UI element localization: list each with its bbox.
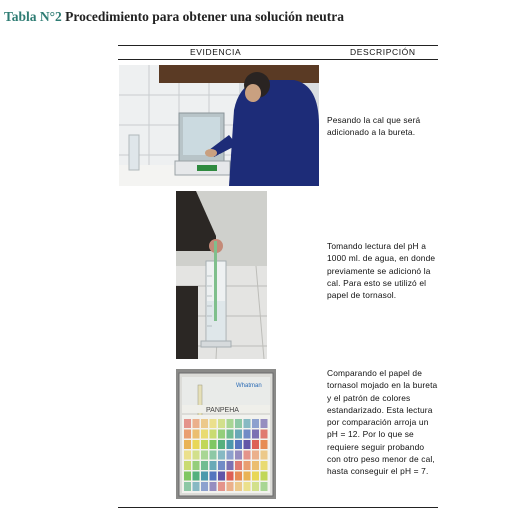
color-swatch (235, 419, 242, 428)
color-swatch (201, 461, 208, 470)
color-swatch (252, 419, 259, 428)
color-swatch (184, 430, 191, 439)
color-swatch (252, 440, 259, 449)
color-swatch (193, 419, 200, 428)
color-swatch (201, 419, 208, 428)
color-swatch (193, 482, 200, 491)
color-swatch (244, 472, 251, 481)
color-swatch (261, 482, 268, 491)
color-swatch (184, 461, 191, 470)
color-swatch (261, 440, 268, 449)
description-row-1: Pesando la cal que será adicionado a la bureta. (327, 115, 421, 138)
photo-ph-color-chart (176, 369, 276, 499)
color-swatch (244, 482, 251, 491)
color-swatch (201, 472, 208, 481)
color-swatch (244, 451, 251, 460)
header-description: DESCRIPCIÓN (350, 47, 416, 57)
color-swatch (227, 451, 234, 460)
color-swatch (210, 430, 217, 439)
color-swatch (193, 461, 200, 470)
chart-brand-label: Whatman (236, 383, 262, 389)
header-evidence: EVIDENCIA (190, 47, 242, 57)
color-swatch (193, 430, 200, 439)
color-swatch (252, 430, 259, 439)
color-swatch (184, 482, 191, 491)
photo-measuring-ph (176, 191, 267, 359)
color-swatch (244, 461, 251, 470)
color-swatch (210, 482, 217, 491)
color-swatch (201, 430, 208, 439)
photo-weighing-lime (119, 65, 319, 186)
color-swatch (193, 440, 200, 449)
color-swatch (235, 461, 242, 470)
color-swatch (218, 472, 225, 481)
color-swatch (210, 440, 217, 449)
color-swatch (252, 451, 259, 460)
color-swatch (210, 472, 217, 481)
chart-strip-label: PANPEHA (206, 407, 239, 414)
color-swatch (210, 419, 217, 428)
color-swatch (210, 451, 217, 460)
color-swatch (218, 430, 225, 439)
color-swatch (201, 451, 208, 460)
color-swatch (184, 440, 191, 449)
color-swatch (244, 430, 251, 439)
table-caption (4, 9, 344, 25)
color-swatch (184, 451, 191, 460)
color-swatch (235, 451, 242, 460)
color-swatch (201, 482, 208, 491)
description-row-2: Tomando lectura del pH a 1000 ml. de agua, en donde previamente se adicionó la cal. Para esto se utilizó el papel de tornasol. (327, 241, 436, 301)
color-swatch (227, 440, 234, 449)
color-swatch (227, 419, 234, 428)
color-swatch (227, 461, 234, 470)
color-swatch (252, 461, 259, 470)
color-swatch (235, 482, 242, 491)
color-swatch (227, 430, 234, 439)
description-row-3: Comparando el papel de tornasol mojado en la bureta y el patrón de colores estandarizado. Esta lectura por comparación arroja un pH = 12. Por lo que se requiere seguir probando con otro peso menor de cal, hasta conseguir el pH = 7. (327, 368, 438, 477)
color-swatch (235, 472, 242, 481)
color-swatch (193, 472, 200, 481)
table-title: Procedimiento para obtener una solución neutra (65, 9, 345, 24)
color-swatch (261, 472, 268, 481)
color-swatch (235, 430, 242, 439)
color-swatch (261, 451, 268, 460)
color-swatch (244, 440, 251, 449)
color-swatch (261, 461, 268, 470)
color-swatch (252, 482, 259, 491)
color-swatch (193, 451, 200, 460)
color-swatch (218, 440, 225, 449)
color-swatch (218, 451, 225, 460)
color-swatch (210, 461, 217, 470)
table-bottom-rule (118, 507, 438, 508)
color-swatch (201, 440, 208, 449)
color-swatch (218, 461, 225, 470)
color-swatch (261, 419, 268, 428)
color-swatch (184, 419, 191, 428)
color-swatch (252, 472, 259, 481)
table-header-rule (118, 59, 438, 60)
color-swatch (261, 430, 268, 439)
color-swatch (184, 472, 191, 481)
color-swatch (218, 419, 225, 428)
color-swatch (244, 419, 251, 428)
color-swatch (227, 472, 234, 481)
color-swatch (227, 482, 234, 491)
color-swatch (218, 482, 225, 491)
table-number: Tabla N°2 (4, 9, 62, 24)
table-top-rule (118, 45, 438, 46)
color-swatch (235, 440, 242, 449)
